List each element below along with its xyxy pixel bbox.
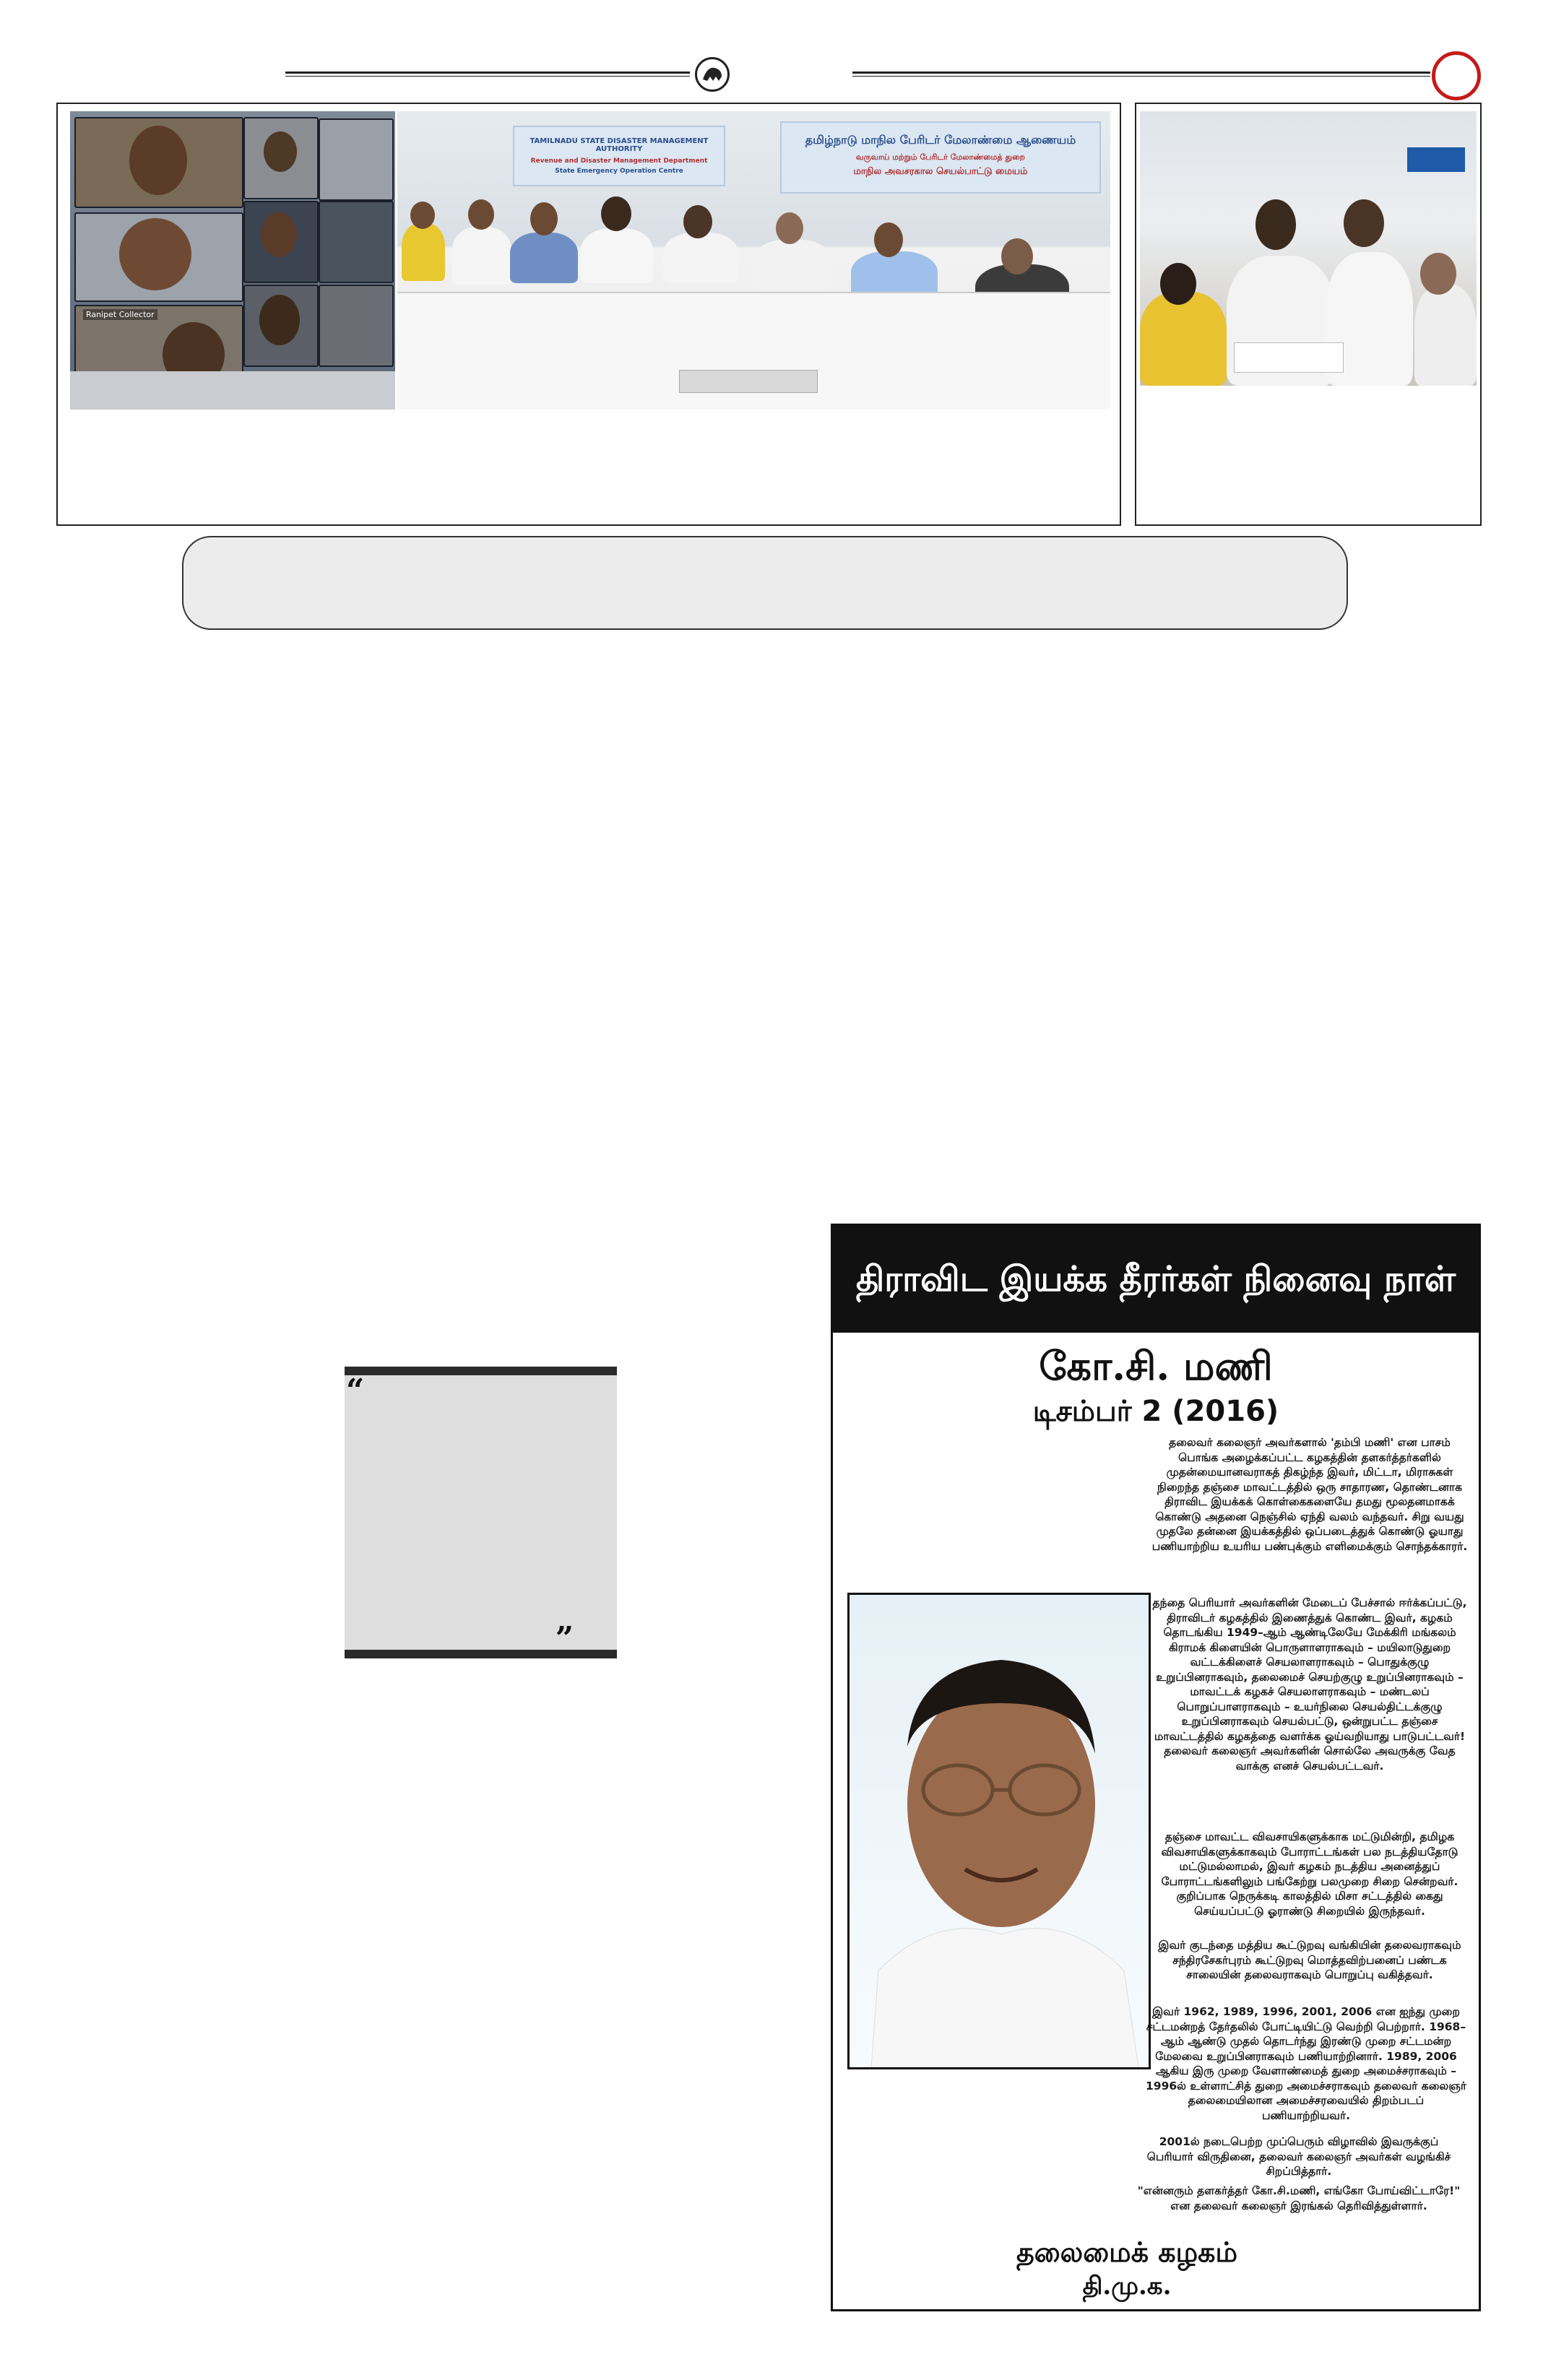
- vc-tile-label: Ranipet Collector: [83, 309, 157, 320]
- obituary-date: டிசம்பர் 2 (2016): [1032, 1395, 1279, 1428]
- obituary-paragraph-2: தந்தை பெரியார் அவர்களின் மேடைப் பேச்சால் ஈர்க்கப்பட்டு, திராவிடர் கழகத்தில் இணைத்துக் கொண்ட இவர், கழகம் தொடங்கிய 1949–ஆம் ஆண்டிலேயே மேக்கிரி மங்கலம் கிராமக் கிளையின் பொருளாளராகவும் – மயிலாடுதுறை வட்டக்கிளைச் செயலாளராகவும் – பொதுக்குழு உறுப்பினராகவும், தலைமைச் செயற்குழு உறுப்பினராகவும் – மாவட்டக் கழகச் செயலாளராகவும் – மண்டலப் பொறுப்பாளராகவும் – உயர்நிலை செயல்திட்டக்குழு உறுப்பினராகவும் செயல்பட்டு, ஒன்றுபட்ட தஞ்சை மாவட்டத்தில் கழகத்தை வளர்க்க ஓய்வறியாது பாடுபட்டவர்! தலைவர் கலைஞர் அவர்களின் சொல்லே அவருக்கு வேத வாக்கு எனச் செயல்பட்டவர்.: [1152, 1596, 1467, 1773]
- obituary-footer-org: தலைமைக் கழகம்: [1016, 2236, 1238, 2268]
- obituary-paragraph-5: இவர் 1962, 1989, 1996, 2001, 2006 என ஐந்து முறை சட்டமன்றத் தேர்தலில் போட்டியிட்டு வெற்றி பெற்றார். 1968–ஆம் ஆண்டு முதல் தொடர்ந்து இரண்டு முறை சட்டமன்ற மேலவை உறுப்பினராகவும் பணியாற்றினார். 1989, 2006 ஆகிய இரு முறை வேளாண்மைத் துறை அமைச்சராகவும் – 1996ல் உள்ளாட்சித் துறை அமைச்சராகவும் தலைவர் கலைஞர் தலைமையிலான அமைச்சரவையில் திறம்படப் பணியாற்றியவர்.: [1146, 2005, 1466, 2122]
- caption-pill: [182, 536, 1348, 630]
- english-banner: TAMILNADU STATE DISASTER MANAGEMENT AUTHORITY Revenue and Disaster Management Department State Emergency Operation Centre: [513, 126, 725, 186]
- main-photo-frame: [56, 103, 1121, 526]
- video-conference-photo: [70, 111, 395, 410]
- header-rule-left: [285, 72, 690, 74]
- side-photo-frame: [1135, 103, 1482, 526]
- obituary-paragraph-1: தலைவர் கலைஞர் அவர்களால் 'தம்பி மணி' என பாசம் பொங்க அழைக்கப்பட்ட கழகத்தின் தளகர்த்தர்களில் முதன்மையானவராகத் திகழ்ந்த இவர், மிட்டா, மிராசுகள் நிறைந்த தஞ்சை மாவட்டத்தில் ஒரு சாதாரண, தொண்டனாக திராவிட இயக்கக் கொள்கைகளையே தமது மூலதனமாகக் கொண்டு அதனை நெஞ்சில் ஏந்தி வலம் வந்தவர். சிறு வயது முதலே தன்னை இயக்கத்தில் ஒப்படைத்துக் கொண்டு ஓயாது பணியாற்றிய உயரிய பண்புக்கும் எளிமைக்கும் சொந்தக்காரர்.: [1151, 1436, 1468, 1553]
- open-quote-mark: “: [346, 1372, 365, 1409]
- pull-quote-box: [345, 1367, 617, 1658]
- portrait-photo: [847, 1593, 1151, 2069]
- red-circle-icon: [1432, 51, 1481, 100]
- meeting-room-photo: [397, 111, 1110, 410]
- obituary-paragraph-6: 2001ல் நடைபெற்ற முப்பெரும் விழாவில் இவருக்குப் பெரியார் விருதினை, தலைவர் கலைஞர் அவர்கள் வழங்கிச் சிறப்பித்தார்.: [1146, 2135, 1451, 2178]
- obituary-name: கோ.சி. மணி: [1039, 1343, 1273, 1389]
- obituary-notice: [831, 1224, 1481, 2311]
- close-quote-mark: ”: [555, 1620, 574, 1657]
- obituary-footer-party: தி.மு.க.: [1082, 2272, 1172, 2301]
- header-rule-right: [852, 72, 1430, 74]
- obituary-paragraph-4: இவர் குடந்தை மத்திய கூட்டுறவு வங்கியின் தலைவராகவும் சந்திரசேகர்புரம் கூட்டுறவு மொத்தவிற்பனைப் பண்டக சாலையின் தலைவராகவும் பொறுப்பு வகித்தவர்.: [1158, 1939, 1461, 1981]
- party-emblem-icon: [695, 57, 730, 92]
- obituary-heading: திராவிட இயக்க தீரர்கள் நினைவு நாள்: [833, 1226, 1479, 1333]
- tamil-banner: தமிழ்நாடு மாநில பேரிடர் மேலாண்மை ஆணையம் வருவாய் மற்றும் பேரிடர் மேலாண்மைத் துறை மாநில அவசரகால செயல்பாட்டு மையம்: [780, 121, 1101, 194]
- inspection-photo: [1140, 111, 1477, 386]
- obituary-paragraph-3: தஞ்சை மாவட்ட விவசாயிகளுக்காக மட்டுமின்றி, தமிழக விவசாயிகளுக்காகவும் போராட்டங்கள் பல நடத்தியதோடு மட்டுமல்லாமல், இவர் கழகம் நடத்திய அனைத்துப் போராட்டங்களிலும் பங்கேற்று பலமுறை சிறை சென்றவர். குறிப்பாக நெருக்கடி காலத்தில் மிசா சட்டத்தில் கைது செய்யப்பட்டு ஓராண்டு சிறையில் இருந்தவர்.: [1161, 1830, 1458, 1918]
- obituary-paragraph-7: "என்னரும் தளகர்த்தர் கோ.சி.மணி, எங்கோ போய்விட்டாரே!" என தலைவர் கலைஞர் இரங்கல் தெரிவித்துள்ளார்.: [1137, 2184, 1461, 2212]
